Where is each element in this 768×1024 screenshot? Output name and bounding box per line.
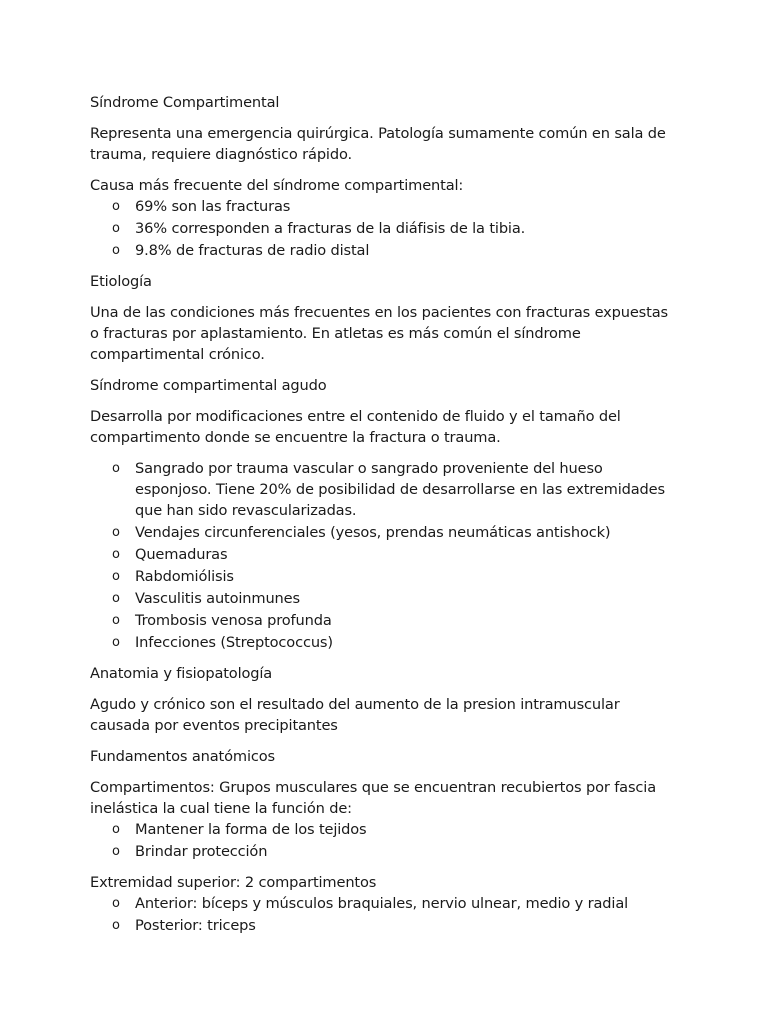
bullet-circle-icon: o (112, 635, 120, 650)
list-item (90, 522, 680, 543)
bullet-circle-icon: o (112, 918, 120, 933)
paragraph: Síndrome compartimental agudo (90, 377, 327, 394)
paragraph: Agudo y crónico son el resultado del aumento de la presion intramuscular causada por eventos precipitantes (90, 696, 620, 734)
list-item (90, 566, 680, 587)
list-item-text: Brindar protección (135, 843, 268, 860)
paragraph: Desarrolla por modificaciones entre el contenido de fluido y el tamaño del compartimento donde se encuentre la fractura o trauma. (90, 408, 621, 446)
list-item (90, 632, 680, 653)
list-item (90, 915, 680, 936)
paragraph: Síndrome Compartimental (90, 94, 280, 111)
list-item-text: Quemaduras (135, 546, 228, 563)
list-item (90, 819, 680, 840)
list-item-text: 69% son las fracturas (135, 198, 291, 215)
list-item-text: Mantener la forma de los tejidos (135, 821, 367, 838)
paragraph: Etiología (90, 273, 152, 290)
paragraph: Causa más frecuente del síndrome compartimental: (90, 177, 464, 194)
list-item-text: Anterior: bíceps y músculos braquiales, nervio ulnear, medio y radial (135, 895, 629, 912)
bullet-list (90, 819, 680, 862)
bullet-circle-icon: o (112, 569, 120, 584)
list-item (90, 196, 680, 217)
bullet-list (90, 196, 680, 261)
bullet-circle-icon: o (112, 461, 120, 476)
bullet-circle-icon: o (112, 896, 120, 911)
list-item-text: Vasculitis autoinmunes (135, 590, 300, 607)
bullet-list (90, 893, 680, 936)
list-item-text: Sangrado por trauma vascular o sangrado proveniente del hueso esponjoso. Tiene 20% de posibilidad de desarrollarse en las extremidades que han sido revascularizadas. (135, 460, 665, 519)
bullet-circle-icon: o (112, 525, 120, 540)
paragraph: Extremidad superior: 2 compartimentos (90, 874, 377, 891)
bullet-circle-icon: o (112, 199, 120, 214)
list-item (90, 588, 680, 609)
paragraph: Compartimentos: Grupos musculares que se encuentran recubiertos por fascia inelástica la cual tiene la función de: (90, 779, 656, 817)
list-item-text: Infecciones (Streptococcus) (135, 634, 333, 651)
bullet-circle-icon: o (112, 547, 120, 562)
paragraph: Representa una emergencia quirúrgica. Patología sumamente común en sala de trauma, requiere diagnóstico rápido. (90, 125, 666, 163)
list-item (90, 544, 680, 565)
bullet-list (90, 458, 680, 653)
document-body (90, 92, 680, 946)
list-item (90, 218, 680, 239)
list-item-text: Rabdomiólisis (135, 568, 234, 585)
list-item (90, 458, 680, 521)
list-item-text: 36% corresponden a fracturas de la diáfisis de la tibia. (135, 220, 526, 237)
paragraph: Una de las condiciones más frecuentes en los pacientes con fracturas expuestas o fracturas por aplastamiento. En atletas es más común el síndrome compartimental crónico. (90, 304, 668, 363)
list-item-text: Posterior: triceps (135, 917, 256, 934)
paragraph: Anatomia y fisiopatología (90, 665, 273, 682)
list-item-text: Vendajes circunferenciales (yesos, prendas neumáticas antishock) (135, 524, 611, 541)
bullet-circle-icon: o (112, 844, 120, 859)
bullet-circle-icon: o (112, 822, 120, 837)
bullet-circle-icon: o (112, 613, 120, 628)
list-item (90, 610, 680, 631)
bullet-circle-icon: o (112, 591, 120, 606)
list-item (90, 893, 680, 914)
list-item-text: Trombosis venosa profunda (135, 612, 332, 629)
bullet-circle-icon: o (112, 243, 120, 258)
list-item-text: 9.8% de fracturas de radio distal (135, 242, 370, 259)
list-item (90, 841, 680, 862)
bullet-circle-icon: o (112, 221, 120, 236)
paragraph: Fundamentos anatómicos (90, 748, 275, 765)
list-item (90, 240, 680, 261)
